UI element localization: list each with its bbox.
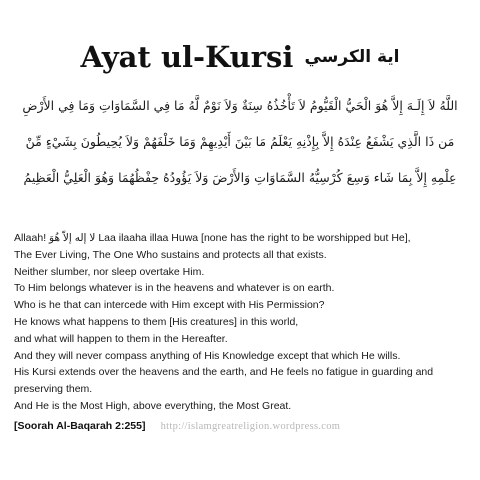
translation-line-9: His Kursi extends over the heavens and the earth, and He feels no fatigue in guarding and preserving them. (14, 366, 434, 396)
translation-line-1-arabic: لا إله إلاّ هُوَ (49, 232, 96, 244)
english-translation (14, 230, 470, 415)
watermark-url: http://islamgreatreligion.wordpress.com (160, 421, 341, 432)
translation-line-4: To Him belongs whatever is in the heavens and whatever is on earth. (14, 282, 335, 295)
translation-line-1 (14, 230, 470, 247)
translation-line-1-suffix: Laa ilaaha illaa Huwa [none has the right to be worshipped but He], (98, 232, 411, 244)
footer (14, 414, 470, 433)
title-arabic: اية الكرسي (304, 47, 400, 67)
translation-line-8: And they will never compass anything of His Knowledge except that which He wills. (14, 349, 401, 362)
arabic-line-3: عِلْمِهِ إِلاَّ بِمَا شَاء وَسِعَ كُرْسِيُّهُ السَّمَاوَاتِ وَالأَرْضَ وَلاَ يَؤُودُهُ حِفْظُهُمَا وَهُوَ الْعَلِيُّ الْعَظِيمُ (23, 170, 457, 185)
page-title (0, 40, 480, 74)
translation-line-1-prefix: Allaah! (14, 232, 47, 244)
translation-line-6: He knows what happens to them [His creatures] in this world, (14, 315, 299, 328)
translation-line-3: Neither slumber, nor sleep overtake Him. (14, 265, 205, 278)
arabic-line-2: مَن ذَا الَّذِي يَشْفَعُ عِنْدَهُ إِلاَّ بِإِذْنِهِ يَعْلَمُ مَا بَيْنَ أَيْدِيهِمْ وَمَا خَلْفَهُمْ وَلاَ يُحِيطُونَ بِشَيْءٍ مِّنْ (25, 134, 455, 149)
translation-line-5: Who is he that can intercede with Him except with His Permission? (14, 299, 325, 312)
translation-line-10: And He is the Most High, above everything, the Most Great. (14, 399, 292, 412)
title-english: Ayat ul-Kursi (80, 40, 294, 74)
translation-line-2: The Ever Living, The One Who sustains and protects all that exists. (14, 248, 327, 261)
translation-line-7: and what will happen to them in the Hereafter. (14, 332, 228, 345)
arabic-verse (12, 88, 468, 196)
arabic-line-1: اللَّهُ لاَ إِلَـهَ إِلاَّ هُوَ الْحَيُّ الْقَيُّومُ لاَ تَأْخُذُهُ سِنَةٌ وَلاَ نَوْمٌ لَّهُ مَا فِي السَّمَاوَاتِ وَمَا فِي الأَرْضِ (22, 98, 458, 113)
verse-reference: [Soorah Al-Baqarah 2:255] (14, 420, 146, 432)
